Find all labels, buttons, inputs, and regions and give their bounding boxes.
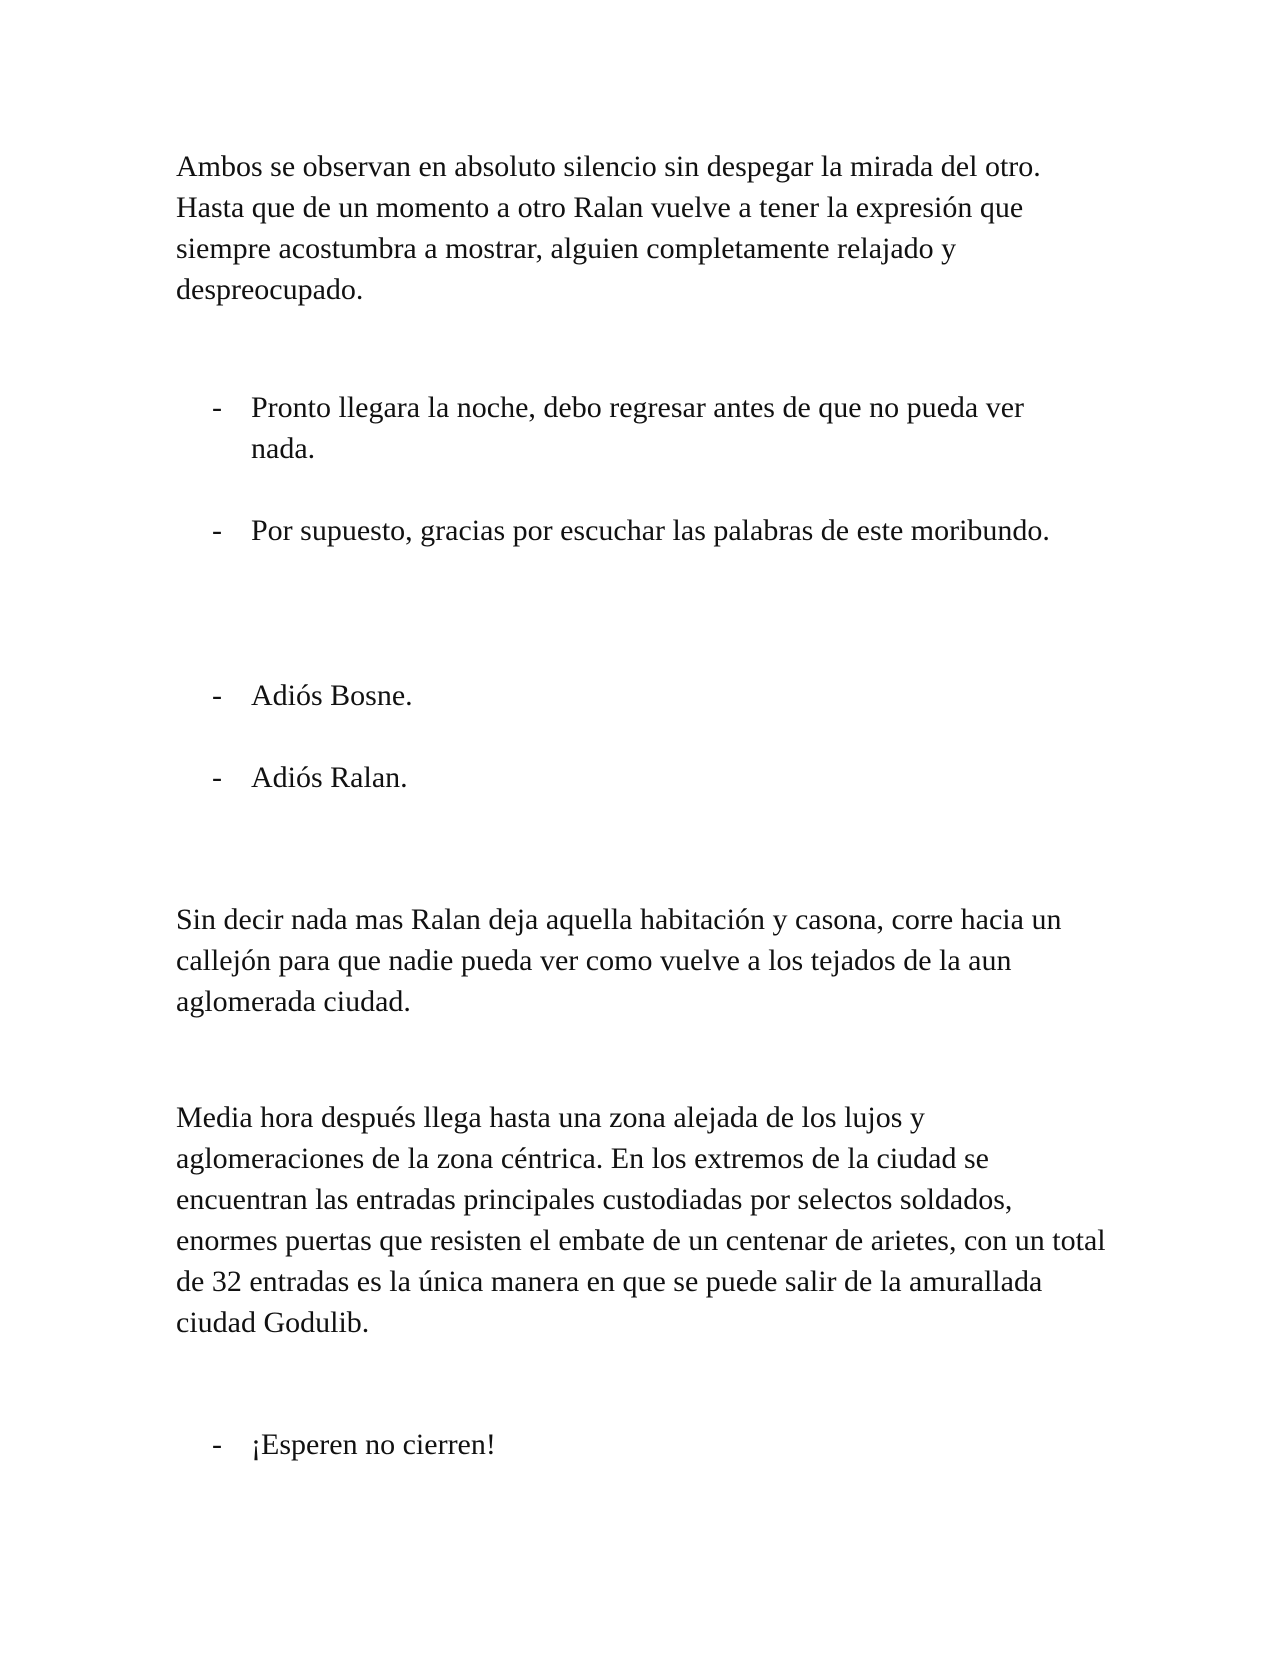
dialogue-dash: - — [212, 1428, 222, 1461]
dialogue-text: Pronto llegara la noche, debo regresar antes de que no pueda ver nada. — [251, 391, 1025, 465]
dialogue-line-5 — [176, 1424, 1116, 1465]
dialogue-line-1 — [176, 387, 1116, 469]
dialogue-text: Adiós Bosne. — [251, 679, 413, 712]
dialogue-dash: - — [212, 514, 222, 547]
dialogue-line-3 — [176, 675, 1116, 716]
paragraph-2: Sin decir nada mas Ralan deja aquella habitación y casona, corre hacia un callejón para que nadie pueda ver como vuelve a los tejados de la aun aglomerada ciudad. — [176, 903, 1062, 1018]
dialogue-dash: - — [212, 391, 222, 424]
paragraph-1: Ambos se observan en absoluto silencio sin despegar la mirada del otro. Hasta que de un momento a otro Ralan vuelve a tener la expresión que siempre acostumbra a mostrar, alguien completamente relajado y despreocupado. — [176, 150, 1041, 306]
paragraph-3: Media hora después llega hasta una zona alejada de los lujos y aglomeraciones de la zona céntrica. En los extremos de la ciudad se encuentran las entradas principales custodiadas por selectos soldados, enormes puertas que resisten el embate de un centenar de arietes, con un total de 32 entradas es la única manera en que se puede salir de la amurallada ciudad Godulib. — [176, 1101, 1106, 1339]
dialogue-text: Adiós Ralan. — [251, 761, 408, 794]
dialogue-text: Por supuesto, gracias por escuchar las palabras de este moribundo. — [251, 514, 1050, 547]
dialogue-line-2 — [176, 510, 1116, 551]
dialogue-line-4 — [176, 757, 1116, 798]
dialogue-text: ¡Esperen no cierren! — [251, 1428, 496, 1461]
dialogue-dash: - — [212, 761, 222, 794]
dialogue-dash: - — [212, 679, 222, 712]
